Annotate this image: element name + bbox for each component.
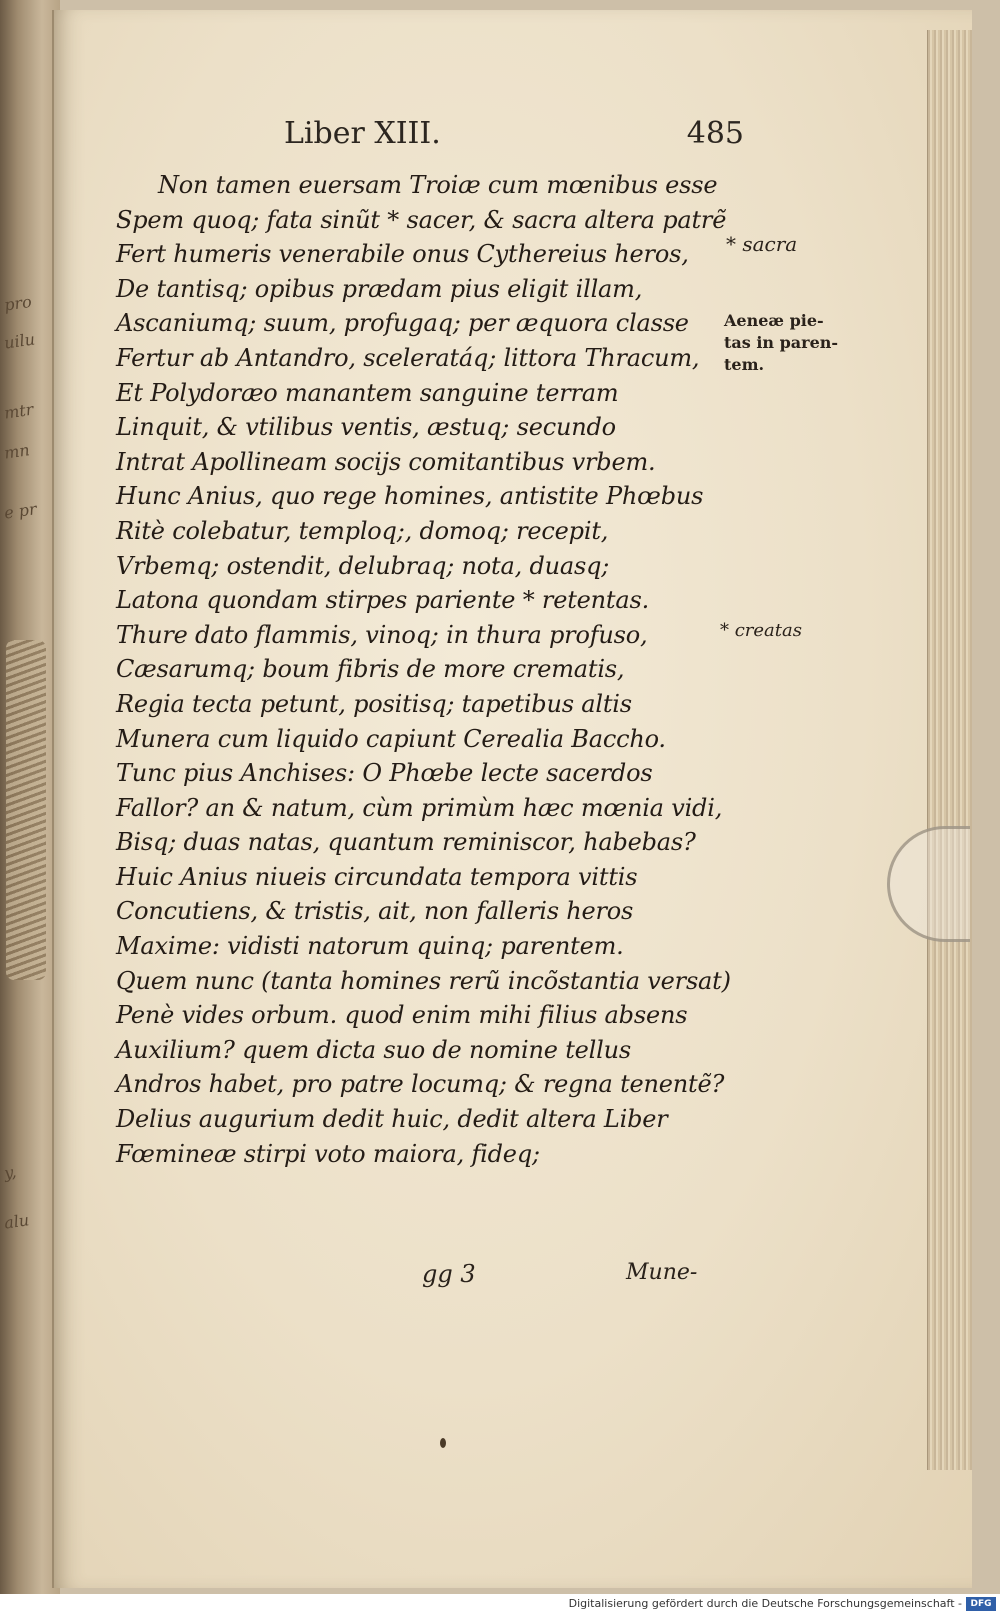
marginal-note-creatas: * creatas — [720, 620, 802, 641]
marginal-note-line: Aeneæ pie- — [724, 311, 824, 330]
verse-line: Fœmineæ stirpi voto maiora, fideq; — [116, 1139, 540, 1168]
verse-line: Et Polydoræo manantem sanguine terram — [116, 378, 619, 407]
catchword: Mune- — [626, 1260, 698, 1285]
verse-line: Latona quondam stirpes pariente * retentas. — [116, 586, 650, 615]
facing-page-fragment: mtr — [2, 399, 35, 423]
verse-line: Delius augurium dedit huic, dedit altera Liber — [116, 1105, 668, 1134]
verse-line: Linquit, & vtilibus ventis, æstuq; secundo — [116, 413, 616, 442]
verse-line: Concutiens, & tristis, ait, non falleris heros — [116, 897, 634, 926]
marginal-note-aeneae-pietas — [724, 310, 864, 376]
page-number: 485 — [686, 116, 744, 151]
verse-line: Spem quoq; fata sinũt * sacer, & sacra altera patrẽ — [116, 205, 727, 234]
facing-page-fragment: uilu — [2, 329, 37, 353]
verse-line: Penè vides orbum. quod enim mihi filius absens — [116, 1001, 688, 1030]
verse-line: Ritè colebatur, temploq;, domoq; recepit, — [116, 516, 609, 545]
dfg-logo-icon: DFG — [966, 1597, 996, 1611]
verse-line: Regia tecta petunt, positisq; tapetibus altis — [116, 689, 632, 718]
verse-line: Fallor? an & natum, cùm primùm hæc mœnia vidi, — [116, 793, 723, 822]
marginal-note-line: tem. — [724, 355, 765, 374]
verse-line: Fert humeris venerabile onus Cythereius heros, — [116, 240, 689, 269]
verse-line: Cæsarumq; boum fibris de more crematis, — [116, 655, 625, 684]
funding-notice: Digitalisierung gefördert durch die Deutsche Forschungsgemeinschaft - — [568, 1597, 962, 1610]
verse-line: De tantisq; opibus prædam pius eligit illam, — [116, 274, 643, 303]
verse-line: Thure dato flammis, vinoq; in thura profuso, — [116, 620, 648, 649]
facing-page-fragment: pro — [2, 291, 33, 315]
marginal-note-sacra: * sacra — [726, 232, 798, 256]
ink-spot — [440, 1438, 446, 1448]
verse-line: Ascaniumq; suum, profugaq; per æquora classe — [116, 309, 689, 338]
page-clip — [887, 826, 970, 942]
marginal-note-line: tas in paren- — [724, 333, 839, 352]
running-head — [284, 116, 744, 160]
facing-page-edge — [0, 0, 60, 1594]
verse-text — [116, 168, 736, 1171]
page-edges — [927, 30, 972, 1470]
verse-line: Maxime: vidisti natorum quinq; parentem. — [116, 932, 624, 961]
facing-page-fragment: y, — [2, 1162, 18, 1183]
book-page — [52, 10, 972, 1588]
signature-mark: gg 3 — [422, 1260, 476, 1288]
book-number: Liber XIII. — [284, 116, 441, 151]
verse-line: Andros habet, pro patre locumq; & regna tenentẽ? — [116, 1070, 725, 1099]
verse-line: Bisq; duas natas, quantum reminiscor, habebas? — [116, 828, 696, 857]
verse-line: Vrbemq; ostendit, delubraq; nota, duasq; — [116, 551, 610, 580]
verse-line: Tunc pius Anchises: O Phœbe lecte sacerdos — [116, 759, 653, 788]
verse-line: Quem nunc (tanta homines rerũ incõstantia versat) — [116, 966, 731, 995]
facing-page-fragment: mn — [2, 440, 31, 463]
verse-line: Huic Anius niueis circundata tempora vittis — [116, 862, 638, 891]
verse-line: Hunc Anius, quo rege homines, antistite Phœbus — [116, 482, 704, 511]
verse-line: Non tamen euersam Troiæ cum mœnibus esse — [158, 171, 718, 199]
verse-line: Munera cum liquido capiunt Cerealia Baccho. — [116, 724, 666, 753]
verse-line: Auxilium? quem dicta suo de nomine tellus — [116, 1035, 631, 1064]
facing-page-fragment: e pr — [2, 499, 38, 523]
verse-line: Fertur ab Antandro, sceleratáq; littora Thracum, — [116, 343, 700, 372]
facing-page-engraving — [6, 640, 46, 980]
facing-page-fragment: alu — [2, 1210, 31, 1233]
digitization-footer — [0, 1594, 1000, 1616]
verse-line: Intrat Apollineam socijs comitantibus vrbem. — [116, 447, 656, 476]
